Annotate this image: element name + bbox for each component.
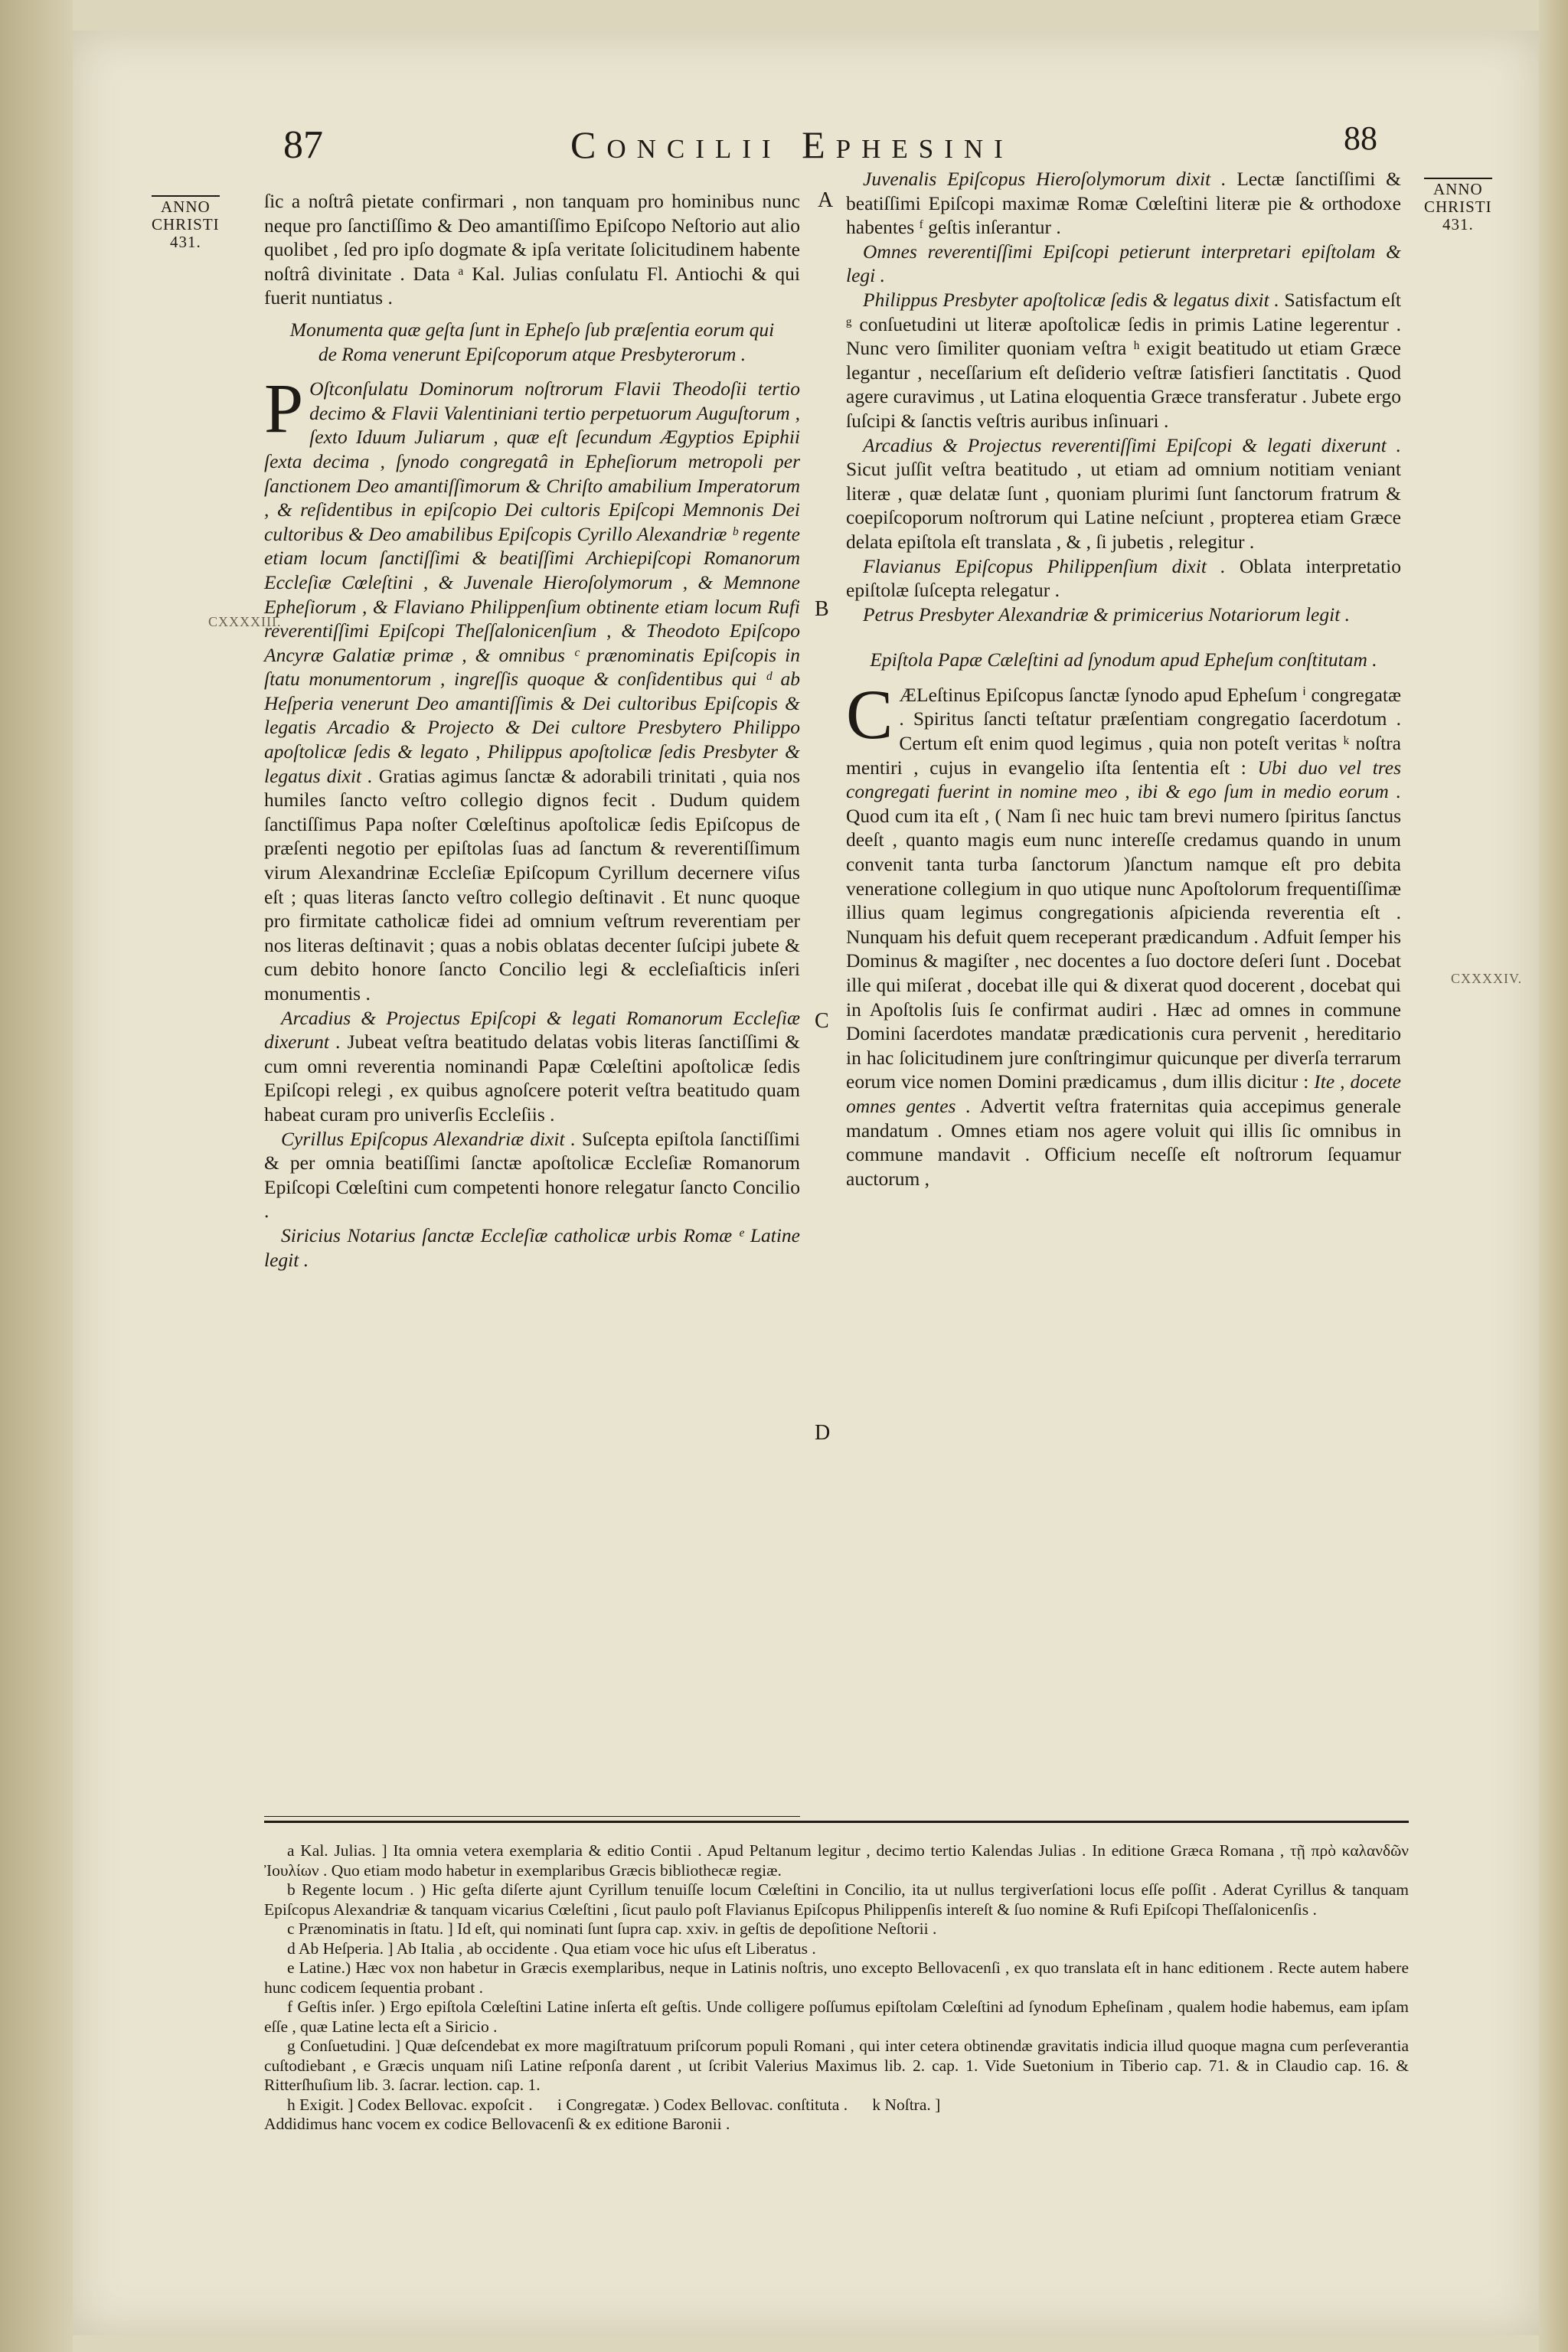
italic-text: Oſtconſulatu Dominorum noſtrorum Flavii Theodoſii tertio decimo & Flavii Valentiniani tertio perpetuorum Auguſtorum , ſexto Iduum Juliarum , quæ eſt ſecundum Ægyptios Epiphii ſexta decima , ſynodo congregatâ in Epheſiorum metropoli per ſanctionem Deo amantiſſimorum & Chriſto amabilium Imperatorum , & reſidentibus in epiſcopio Dei cultoris Epiſcopi Memnonis Dei cultoribus & Deo amabilibus Epiſcopis Cyrillo Alexandriæ ᵇ regente etiam locum ſanctiſſimi & beatiſſimi Archiepiſcopi Romanorum Eccleſiæ Cœleſtini , & Juvenale Hieroſolymorum , & Memnone Epheſiorum , & Flaviano Philippenſium obtinente etiam locum Rufi reverentiſſimi Epiſcopi Theſſalonicenſium , & Theodoto Epiſcopo Ancyræ Galatiæ primæ , & omnibus ᶜ prænominatis Epiſcopis in ſtatu monumentorum , ingreſſis quoque & conſidentibus qui ᵈ ab Heſperia venerunt Deo amantiſſimis & Dei cultoribus Epiſcopis & legatis Arcadio & Projecto & Dei cultore Presbytero Philippo apoſtolicæ ſedis & legato , Philippus apoſtolicæ ſedis Presbyter & legatus dixit . [264,377,800,787]
paragraph-with-drop-cap [846,675,1402,1191]
footnote: e Latine.) Hæc vox non habetur in Græcis exemplaribus, neque in Latinis noſtris, uno excepto Bellovacenſi , ex quo translata eſt in hanc editionem . Recte autem habere hunc codicem ſequentia probant . [264,1958,1409,1997]
footnote: b Regente locum . ) Hic geſta diſerte ajunt Cyrillum tenuiſſe locum Cœleſtini in Concilio, ita ut nullus tergiverſationi locus eſſe poſſit . Aderat Cyrillus & tanquam Epiſcopus Alexandriæ & tanquam vicarius Cœleſtini , ſicut paulo poſt Flavianus Epiſcopus Philippenſis intereſt & ſuo nomine & Rufi Epiſcopi Theſſalonicenſis . [264,1880,1409,1919]
footnote-i: i Congregatæ. ) Codex Bellovac. conſtituta . [557,2095,848,2114]
speech-text: Jubeat veſtra beatitudo delatas vobis literas ſanctiſſimi & cum omni reverentia nominandi Papæ Cœleſtini apoſtolicæ ſedis Epiſcopi relegi , ex quibus agnoſcere poterit veſtra beatitudo quam habeat curam pro univerſis Eccleſiis . [264,1031,801,1125]
section-letter-a: A [818,188,834,212]
paragraph [846,554,1401,603]
drop-cap: C [846,675,893,753]
page-number-right: 88 [1344,119,1377,157]
footnote: c Prænominatis in ſtatu. ] Id eſt, qui nominati ſunt ſupra cap. xxiv. in geſtis de depoſitione Neſtorii . [287,1919,937,1938]
speech-text: Satisfactum eſt ᵍ conſuetudini ut literæ apoſtolicæ ſedis in primis Latine legerentur . Nunc vero ſimiliter quoniam veſtra ʰ exigit beatitudo ut etiam Græce legantur , neceſſarium eſt deſiderio veſtræ ſatisfieri ſanctitatis . Quod agere curavimus , ut Latina eloquentia Græce transferatur . Jubete ergo ſuſcipi & ſanctis veſtris auribus inſinuari . [846,288,1401,432]
speaker-rubric: Cyrillus Epiſcopus Alexandriæ dixit . [281,1127,576,1150]
paragraph: ſic a noſtrâ pietate confirmari , non tanquam pro hominibus nunc neque pro ſanctiſſimo & Deo amantiſſimo Epiſcopo Neſtorio aut alio quolibet , ſed pro ipſo dogmate & ipſa veritate ſolicitudinem habente noſtrâ divinitate . Data ᵃ Kal. Julias conſulatu Fl. Antiochi & qui fuerit nuntiatus . [264,190,800,309]
year-marker-right [1424,178,1492,234]
paragraph [846,433,1401,554]
left-page-edge [0,0,73,2352]
right-page-edge [1539,0,1568,2352]
speech-text: Suſcepta epiſtola ſanctiſſimi & per omnia beatiſſimi ſanctæ apoſtolicæ Eccleſiæ Romanorum Epiſcopi Cœleſtini cum competenti honore relegatur ſancto Concilio . [264,1127,800,1223]
roman-text: Gratias agimus ſanctæ & adorabili trinitati , quia nos humiles ſancto veſtro collegio dignos fecit . Dudum quidem ſanctiſſimus Papa noſter Cœleſtinus apoſtolicæ ſedis Epiſcopus de præſenti negotio per epiſtolas ſuas ad ſanctum & reverentiſſimum virum Alexandrinæ Eccleſiæ Epiſcopum Cyrillum decernere viſus eſt ; quas literas ſancto veſtro collegio deſtinavit . Et nunc quoque pro firmitate catholicæ fidei ad omnium veſtrum reverentiam per nos literas deſtinavit ; quas a nobis oblatas decenter ſuſcipi jubete & cum debito honore ſancto Concilio legi & eccleſiaſticis inſeri monumentis . [264,764,800,1004]
speaker-rubric: Siricius Notarius ſanctæ Eccleſiæ catholicæ urbis Romæ ᵉ Latine legit . [264,1223,800,1271]
footnote-h: h Exigit. ] Codex Bellovac. expoſcit . [287,2095,533,2114]
section-heading: Epiſtola Papæ Cæleſtini ad ſynodum apud Epheſum conſtitutam . [870,648,1377,671]
year-marker-label: ANNO [152,195,220,216]
year-marker-label: CHRISTI [152,215,220,234]
footnote [264,2096,1409,2115]
page-number-left: 87 [283,123,323,167]
scripture-quote: Ubi duo vel tres congregati fuerint in nomine meo , ibi & ego ſum in medio eorum . [846,756,1402,803]
year-marker-label: ANNO [1424,178,1492,198]
footnote: g Conſuetudini. ] Quæ deſcendebat ex more magiſtratuum priſcorum populi Romani , qui inter cetera obtinendæ gravitatis indicia illud quoque magna cum perſeverantia cuſtodiebant , e Græcis unquam niſi Latine reſponſa darent , ut ſcribit Valerius Maximus lib. 2. cap. 1. Vide Suetonium in Tiberio cap. 71. & in Claudio cap. 16. & Ritterſhuſium lib. 3. ſacrar. lection. cap. 1. [264,2037,1409,2094]
left-text-column [264,189,800,1272]
year-marker-year: 431. [1442,215,1474,234]
epistle-text: ÆLeſtinus Epiſcopus ſanctæ ſynodo apud Epheſum ⁱ congregatæ . Spiritus ſancti teſtatur præſentiam congregatio ſacerdotum . Certum eſt enim quod legimus , quia non poteſt veritas ᵏ noſtra mentiri , cujus in evangelio iſta ſententia eſt : [846,683,1401,779]
speech-text: Lectæ ſanctiſſimi & beatiſſimi Epiſcopi maximæ Romæ Cœleſtini literæ pie & orthodoxe habentes ᶠ geſtis inſerantur . [846,168,1401,239]
section-letter-c: C [815,1009,829,1033]
epistle-text: Advertit veſtra fraternitas quia accepimus generale mandatum . Omnes etiam nos agere voluit qui illis ſic omnibus in commune mandavit . Officium neceſſe eſt noſtrorum ſequamur auctorum , [846,1094,1401,1190]
section-letter-b: B [815,597,829,621]
speaker-rubric: Arcadius & Projectus Epiſcopi & legati Romanorum Eccleſiæ dixerunt . [264,1006,800,1054]
speaker-rubric: Juvenalis Epiſcopus Hieroſolymorum dixit . [863,168,1227,190]
paragraph [846,167,1401,240]
paragraph [264,1006,800,1127]
footnote: d Ab Heſperia. ] Ab Italia , ab occidente . Qua etiam voce hic uſus eſt Liberatus . [287,1939,816,1958]
scripture-quote: Ite , docete omnes gentes . [846,1070,1402,1117]
right-text-column [846,167,1401,1191]
column-end-rule [264,1816,800,1817]
year-marker-label: CHRISTI [1424,198,1492,216]
margin-mark-left: CXXXXIII. [208,614,282,629]
running-title: Concilii Ephesini [570,123,1014,166]
paragraph-with-drop-cap [264,369,800,1005]
footnote-k-ref: k Noſtra. ] [872,2095,941,2114]
speech-text: Sicut juſſit veſtra beatitudo , ut etiam ad omnium notitiam veniant literæ , quæ delatæ ſunt , quoniam plurimi ſunt ſanctorum fratrum & coepiſcoporum noſtrorum qui Latine neſciunt , propterea etiam Græce delata epiſtola eſt translata , & , ſi jubetis , relegitur . [846,458,1401,553]
speech-text: Oblata interpretatio epiſtolæ ſuſcepta relegatur . [846,554,1401,602]
paragraph [264,1127,800,1223]
year-marker-left [152,195,220,251]
speaker-rubric: Petrus Presbyter Alexandriæ & primicerius Notariorum legit . [863,603,1351,626]
footnote: f Geſtis inſer. ) Ergo epiſtola Cœleſtini Latine inſerta eſt geſtis. Unde colligere poſſumus epiſtolam Cœleſtini ad ſynodum Epheſinam , qualem hodie habemus, eam ipſam eſſe , quæ Latine lecta eſt a Siricio . [264,1998,1409,2036]
margin-mark-right: CXXXXIV. [1451,971,1523,986]
epistle-text: Quod cum ita eſt , ( Nam ſi nec huic tam brevi numero ſpiritus ſanctus deeſt , quanto magis eum nunc intereſſe credamus quando in unum convenit tanta turba ſanctorum )ſanctum namque eſt pro debita veneratione collegium in quo utique nunc Apoſtolorum frequentiſſimæ illius quam legimus congregationis aſpicienda reverentia eſt . Nunquam his defuit quem receperant prædicandum . Adfuit ſemper his Dominus & magiſter , nec docentes a ſuo doctore deſeri ſunt . Docebat ille qui miſerat , docebat ille qui & dixerat quod docerent , docebat qui in Apoſtolis ſuis ſe confirmat audiri . Hæc ad omnes in commune Domini ſacerdotes mandatæ prædicationis cura pervenit , hereditario in hac ſolicitudinem jure conſtringimur quicunque per diverſa terrarum eorum vice nomen Domini prædicamus , dum illis dicitur : [846,804,1401,1093]
paragraph [846,240,1401,288]
speaker-rubric: Flavianus Epiſcopus Philippenſium dixit . [863,554,1226,577]
year-marker-year: 431. [169,233,201,251]
paragraph [846,288,1401,433]
section-heading: Monumenta quæ geſta ſunt in Epheſo ſub præſentia eorum qui de Roma venerunt Epiſcoporum atque Presbyterorum . [289,318,775,365]
speaker-rubric: Philippus Presbyter apoſtolicæ ſedis & legatus dixit . [863,288,1279,311]
paragraph [846,603,1401,627]
footnotes [264,1841,1409,2135]
footnote: a Kal. Julias. ] Ita omnia vetera exemplaria & editio Contii . Apud Peltanum legitur , decimo tertio Kalendas Julias . In editione Græca Romana , τῇ πρὸ καλανδῶν Ἰουλίων . Quo etiam modo habetur in exemplaribus Græcis bibliothecæ regiæ. [264,1841,1409,1880]
footnote: Addidimus hanc vocem ex codice Bellovacenſi & ex editione Baronii . [264,2115,730,2133]
speaker-rubric: Arcadius & Projectus reverentiſſimi Epiſcopi & legati dixerunt . [863,433,1401,456]
speaker-rubric: Omnes reverentiſſimi Epiſcopi petierunt interpretari epiſtolam & legi . [846,240,1401,287]
paragraph [264,1223,800,1272]
drop-cap: P [264,369,304,448]
footnote-separator [264,1821,1409,1823]
section-letter-d: D [815,1421,831,1445]
